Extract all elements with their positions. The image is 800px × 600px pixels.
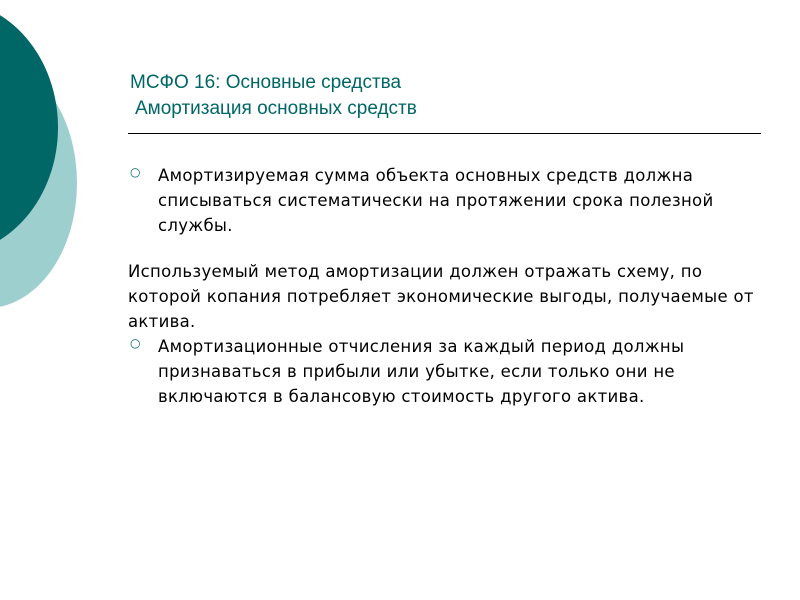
bullet-item-2: [128, 334, 758, 409]
title-divider: [128, 133, 761, 134]
bullet-item-1: [128, 163, 758, 238]
bullet-text-1: Амортизируемая сумма объекта основных средств должна списываться систематически на протяжении срока полезной службы.: [158, 166, 714, 235]
slide-body: [128, 163, 758, 409]
bullet-text-2: Амортизационные отчисления за каждый период должны признаваться в прибыли или убытке, если только они не включаются в балансовую стоимость другого актива.: [158, 337, 685, 406]
title-line-1: МСФО 16: Основные средства: [130, 72, 402, 93]
hollow-circle-bullet-icon: ○: [130, 336, 141, 350]
body-paragraph: Используемый метод амортизации должен отражать схему, по которой копания потребляет экономические выгоды, получаемые от актива.: [128, 262, 754, 331]
title-line-2: Амортизация основных средств: [135, 98, 417, 119]
hollow-circle-bullet-icon: ○: [130, 165, 141, 179]
slide-title: [130, 70, 417, 122]
